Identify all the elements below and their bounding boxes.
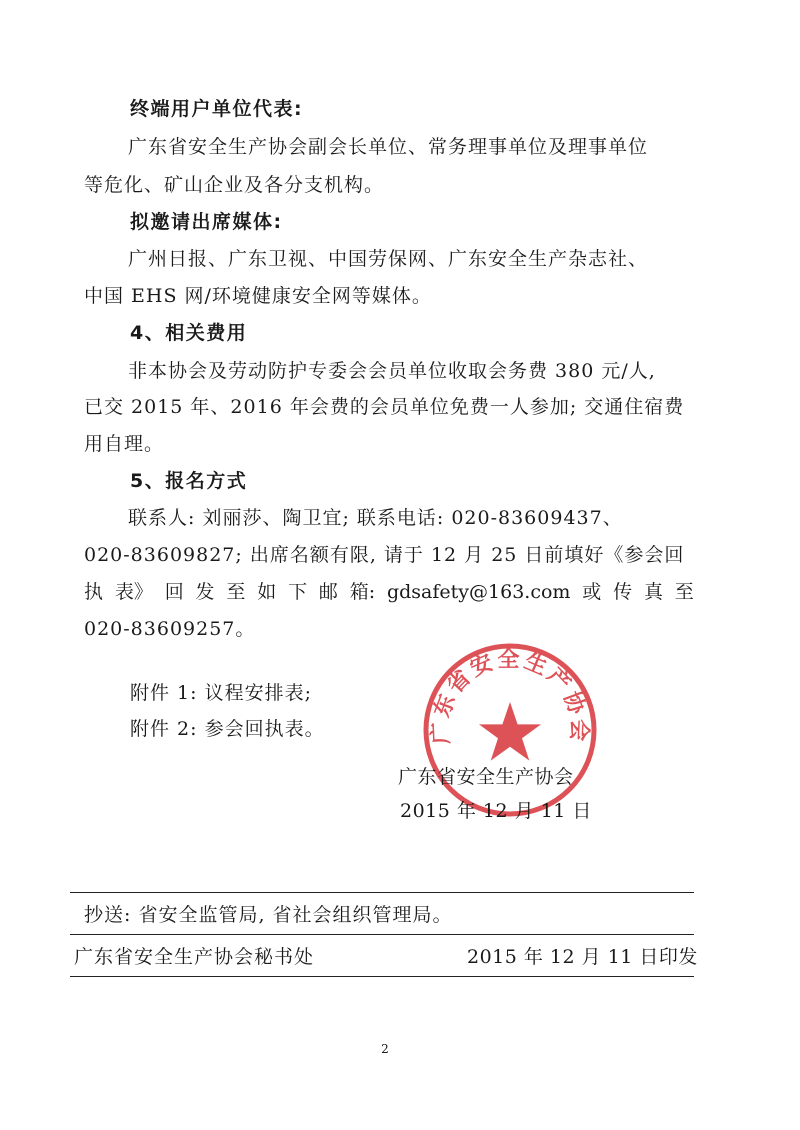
signup-line-3-part: 传 [613,581,633,603]
signup-line-3-part: 下 [288,581,308,603]
end-user-line-1: 广东省安全生产协会副会长单位、常务理事单位及理事单位 [128,136,649,158]
footer-rule-bottom [70,976,694,977]
footer-rule-middle [70,934,694,935]
attachment-2: 附件 2: 参会回执表。 [130,718,325,740]
signup-line-3-part: 邮 [318,581,338,603]
signup-line-1: 联系人: 刘丽莎、陶卫宜; 联系电话: 020-83609437、 [128,507,623,529]
issue-date: 2015 年 12 月 11 日印发 [467,946,698,968]
signup-line-3-part: 或 [582,581,602,603]
page-number: 2 [381,1042,389,1056]
signup-line-3-part: 执 [84,581,104,603]
signup-line-3-part: 箱: [349,581,376,603]
media-heading: 拟邀请出席媒体: [130,211,283,233]
end-user-line-2: 等危化、矿山企业及各分支机构。 [84,174,385,196]
signature-date: 2015 年 12 月 11 日 [400,800,592,822]
official-seal-stamp [420,640,600,820]
media-line-2: 中国 EHS 网/环境健康安全网等媒体。 [84,285,432,307]
signup-line-2: 020-83609827; 出席名额有限, 请于 12 月 25 日前填好《参会回 [84,544,685,566]
fees-line-3: 用自理。 [84,433,165,455]
signup-line-3-part: 回 [164,581,184,603]
signup-line-3-part: 表》 [114,581,153,603]
cc-line: 抄送: 省安全监管局, 省社会组织管理局。 [84,904,453,926]
issuer: 广东省安全生产协会秘书处 [74,946,315,968]
fees-heading: 4、相关费用 [130,322,248,344]
fees-line-1: 非本协会及劳动防护专委会会员单位收取会务费 380 元/人, [128,360,656,382]
end-user-heading: 终端用户单位代表: [130,98,304,120]
email-address: gdsafety@163.com [386,581,571,603]
signup-heading: 5、报名方式 [130,470,248,492]
seal-star-icon [479,702,541,761]
signup-line-3-part: 如 [257,581,277,603]
signup-line-3-part: 至 [674,581,694,603]
signup-line-3-part: 至 [226,581,246,603]
signup-line-3 [84,579,694,605]
signature-org: 广东省安全生产协会 [398,766,574,788]
fees-line-2: 已交 2015 年、2016 年会费的会员单位免费一人参加; 交通住宿费 [84,396,685,418]
footer-rule-top [70,892,694,893]
attachment-1: 附件 1: 议程安排表; [130,682,312,704]
media-line-1: 广州日报、广东卫视、中国劳保网、广东安全生产杂志社、 [128,248,649,270]
signup-line-3-part: 发 [195,581,215,603]
seal-text: 广东省安全生产协会 [427,646,593,745]
signup-line-3-part: 真 [643,581,663,603]
signup-line-4: 020-83609257。 [84,618,256,640]
